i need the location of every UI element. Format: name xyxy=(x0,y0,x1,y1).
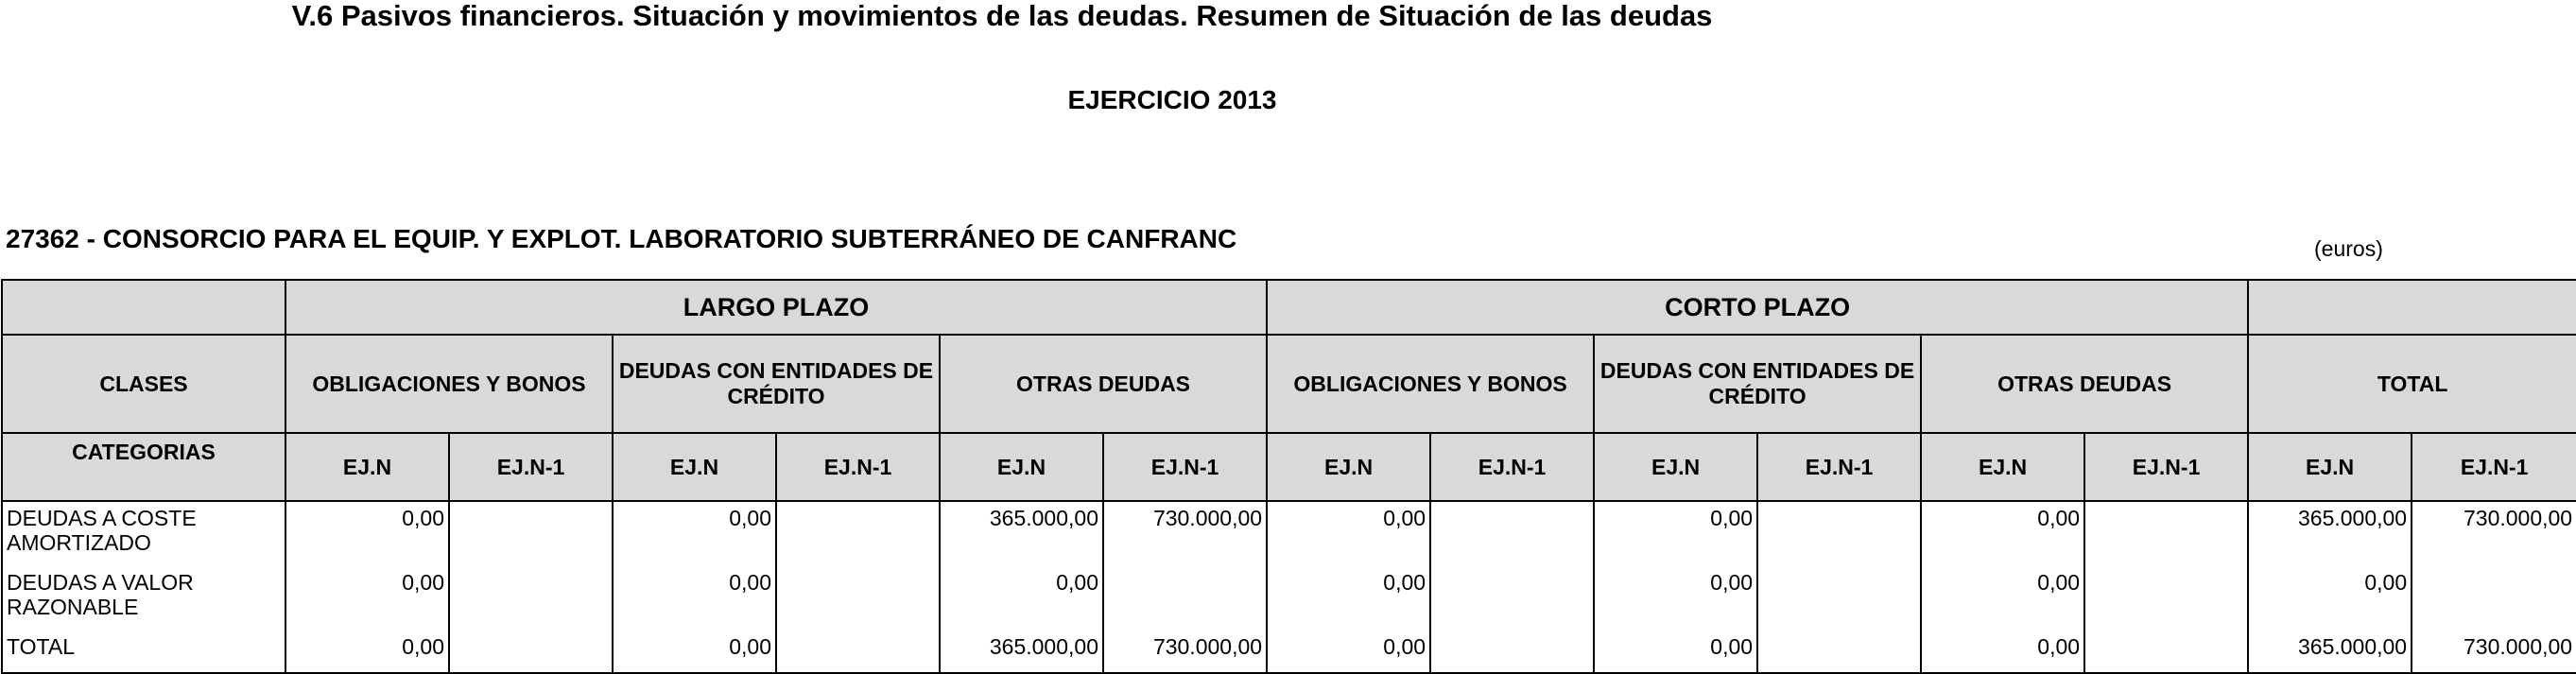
value-cell xyxy=(2084,501,2248,566)
period-header: EJ.N-1 xyxy=(449,433,613,501)
value-cell: 730.000,00 xyxy=(2412,631,2576,673)
value-cell: 365.000,00 xyxy=(2248,501,2412,566)
empty-corner-cell xyxy=(2,280,285,335)
row-label: TOTAL xyxy=(2,631,285,673)
class-header-row xyxy=(2,335,2576,433)
categorias-header: CATEGORIAS xyxy=(2,433,285,501)
value-cell: 0,00 xyxy=(1594,631,1757,673)
value-cell: 730.000,00 xyxy=(1103,501,1267,566)
value-cell: 0,00 xyxy=(1594,566,1757,631)
value-cell: 0,00 xyxy=(1921,631,2084,673)
entity-name: 27362 - CONSORCIO PARA EL EQUIP. Y EXPLOT. LABORATORIO SUBTERRÁNEO DE CANFRANC xyxy=(6,224,1237,253)
value-cell: 0,00 xyxy=(1594,501,1757,566)
value-cell xyxy=(2084,566,2248,631)
value-cell: 0,00 xyxy=(285,631,449,673)
value-cell xyxy=(776,631,940,673)
table-row xyxy=(2,501,2576,566)
row-label: DEUDAS A COSTE AMORTIZADO xyxy=(2,501,285,566)
table-row-total xyxy=(2,631,2576,673)
value-cell: 0,00 xyxy=(613,501,776,566)
units-label: (euros) xyxy=(2314,236,2383,261)
value-cell: 365.000,00 xyxy=(940,501,1103,566)
value-cell xyxy=(449,501,613,566)
value-cell xyxy=(776,566,940,631)
otras-deudas-corto-header: OTRAS DEUDAS xyxy=(1921,335,2248,433)
total-header: TOTAL xyxy=(2248,335,2576,433)
deudas-credito-largo-header: DEUDAS CON ENTIDADES DE CRÉDITO xyxy=(613,335,940,433)
period-header: EJ.N xyxy=(285,433,449,501)
value-cell: 730.000,00 xyxy=(2412,501,2576,566)
value-cell: 0,00 xyxy=(1267,501,1430,566)
oblig-largo-header: OBLIGACIONES Y BONOS xyxy=(285,335,613,433)
value-cell: 0,00 xyxy=(1921,566,2084,631)
period-header: EJ.N xyxy=(1267,433,1430,501)
corto-plazo-header: CORTO PLAZO xyxy=(1267,280,2248,335)
value-cell: 730.000,00 xyxy=(1103,631,1267,673)
value-cell xyxy=(776,501,940,566)
value-cell xyxy=(1430,566,1594,631)
oblig-corto-header: OBLIGACIONES Y BONOS xyxy=(1267,335,1594,433)
empty-total-group-cell xyxy=(2248,280,2576,335)
period-header: EJ.N-1 xyxy=(1430,433,1594,501)
otras-deudas-largo-header: OTRAS DEUDAS xyxy=(940,335,1267,433)
value-cell xyxy=(449,631,613,673)
period-header: EJ.N-1 xyxy=(1757,433,1921,501)
value-cell: 0,00 xyxy=(285,566,449,631)
value-cell xyxy=(1757,501,1921,566)
period-header: EJ.N-1 xyxy=(2084,433,2248,501)
period-header: EJ.N-1 xyxy=(2412,433,2576,501)
value-cell xyxy=(1757,631,1921,673)
value-cell: 0,00 xyxy=(1267,566,1430,631)
value-cell: 0,00 xyxy=(1267,631,1430,673)
period-header: EJ.N xyxy=(940,433,1103,501)
largo-plazo-header: LARGO PLAZO xyxy=(285,280,1267,335)
row-label: DEUDAS A VALOR RAZONABLE xyxy=(2,566,285,631)
value-cell: 365.000,00 xyxy=(2248,631,2412,673)
period-header: EJ.N xyxy=(1594,433,1757,501)
value-cell: 0,00 xyxy=(285,501,449,566)
value-cell: 0,00 xyxy=(613,566,776,631)
value-cell xyxy=(449,566,613,631)
value-cell xyxy=(1430,501,1594,566)
clases-header: CLASES xyxy=(2,335,285,433)
value-cell: 365.000,00 xyxy=(940,631,1103,673)
report-subtitle: EJERCICIO 2013 xyxy=(1067,85,1277,114)
period-header: EJ.N-1 xyxy=(776,433,940,501)
value-cell: 0,00 xyxy=(2248,566,2412,631)
value-cell xyxy=(1757,566,1921,631)
value-cell xyxy=(1430,631,1594,673)
deudas-credito-corto-header: DEUDAS CON ENTIDADES DE CRÉDITO xyxy=(1594,335,1921,433)
value-cell: 0,00 xyxy=(940,566,1103,631)
period-header: EJ.N-1 xyxy=(1103,433,1267,501)
period-header: EJ.N xyxy=(2248,433,2412,501)
value-cell xyxy=(1103,566,1267,631)
debt-summary-table xyxy=(1,279,2576,674)
value-cell xyxy=(2412,566,2576,631)
value-cell: 0,00 xyxy=(1921,501,2084,566)
period-header: EJ.N xyxy=(613,433,776,501)
table-row xyxy=(2,566,2576,631)
period-header: EJ.N xyxy=(1921,433,2084,501)
group-header-row xyxy=(2,280,2576,335)
report-title: V.6 Pasivos financieros. Situación y movimientos de las deudas. Resumen de Situación de las deudas xyxy=(291,0,1713,32)
value-cell xyxy=(2084,631,2248,673)
value-cell: 0,00 xyxy=(613,631,776,673)
period-header-row xyxy=(2,433,2576,501)
